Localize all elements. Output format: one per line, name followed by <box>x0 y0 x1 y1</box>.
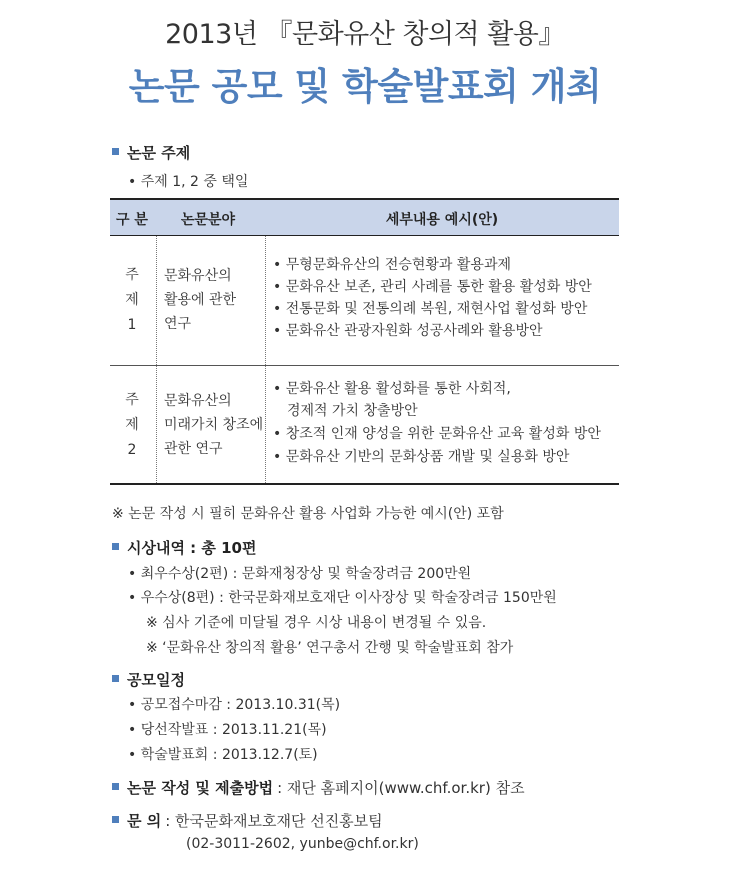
detail-item: • 문화유산 보존, 관리 사례를 통한 활용 활성화 방안 <box>273 279 592 295</box>
detail-item: • 문화유산 기반의 문화상품 개발 및 실용화 방안 <box>273 449 570 465</box>
submission-heading: 논문 작성 및 제출방법 : 재단 홈페지이(www.chf.or.kr) 참조 <box>112 777 525 798</box>
square-bullet-icon <box>112 543 119 550</box>
detail-item: 경제적 가치 창출방안 <box>287 403 418 419</box>
table-row <box>110 366 619 483</box>
detail-item: • 전통문화 및 전통의례 복원, 재현사업 활성화 방안 <box>273 301 588 317</box>
table-bottom-border <box>110 483 619 485</box>
topic-heading: 논문 주제 <box>112 142 190 163</box>
award-line: • 우수상(8편) : 한국문화재보호재단 이사장상 및 학술장려금 150만원 <box>128 590 557 606</box>
square-bullet-icon <box>112 148 119 155</box>
square-bullet-icon <box>112 783 119 790</box>
table-row <box>110 236 619 365</box>
topic-number: 주 제 1 <box>125 267 139 333</box>
award-note: ※ 심사 기준에 미달될 경우 시상 내용이 변경될 수 있음. <box>146 615 487 631</box>
topic-number: 주 제 2 <box>125 392 139 458</box>
schedule-heading: 공모일정 <box>112 669 185 690</box>
topic-field: 문화유산의 미래가치 창조에 관한 연구 <box>164 393 264 457</box>
award-line: • 최우수상(2편) : 문화재청장상 및 학술장려금 200만원 <box>128 566 472 582</box>
square-bullet-icon <box>112 816 119 823</box>
header-details: 세부내용 예시(안) <box>385 212 499 228</box>
contact-detail: (02-3011-2602, yunbe@chf.or.kr) <box>186 836 419 852</box>
square-bullet-icon <box>112 675 119 682</box>
contact-heading: 문 의 : 한국문화재보호재단 선진홍보팀 <box>112 810 383 831</box>
page-subtitle: 2013년 『문화유산 창의적 활용』 <box>165 19 565 50</box>
awards-heading: 시상내역 : 총 10편 <box>112 537 256 558</box>
detail-item: • 문화유산 관광자원화 성공사례와 활용방안 <box>273 323 543 339</box>
award-note: ※ ‘문화유산 창의적 활용’ 연구총서 간행 및 학술발표회 참가 <box>146 640 514 656</box>
detail-item: • 무형문화유산의 전승현황과 활용과제 <box>273 257 511 273</box>
detail-item: • 창조적 인재 양성을 위한 문화유산 교육 활성화 방안 <box>273 426 601 442</box>
page-title: 논문 공모 및 학술발표회 개최 <box>128 65 602 108</box>
table-note: ※ 논문 작성 시 필히 문화유산 활용 사업화 가능한 예시(안) 포함 <box>112 506 504 522</box>
schedule-line: • 학술발표회 : 2013.12.7(토) <box>128 747 318 763</box>
schedule-line: • 공모접수마감 : 2013.10.31(목) <box>128 697 341 713</box>
schedule-line: • 당선작발표 : 2013.11.21(목) <box>128 722 327 738</box>
contact-text: : 한국문화재보호재단 선진홍보팀 <box>165 812 383 830</box>
table-header <box>110 198 619 236</box>
detail-item: • 문화유산 활용 활성화를 통한 사회적, <box>273 381 511 397</box>
header-field: 논문분야 <box>180 212 236 228</box>
topic-field: 문화유산의 활용에 관한 연구 <box>164 268 237 332</box>
topic-note: • 주제 1, 2 중 택일 <box>128 174 249 190</box>
submission-text: : 재단 홈페지이(www.chf.or.kr) 참조 <box>277 779 525 797</box>
header-division: 구 분 <box>116 212 148 228</box>
